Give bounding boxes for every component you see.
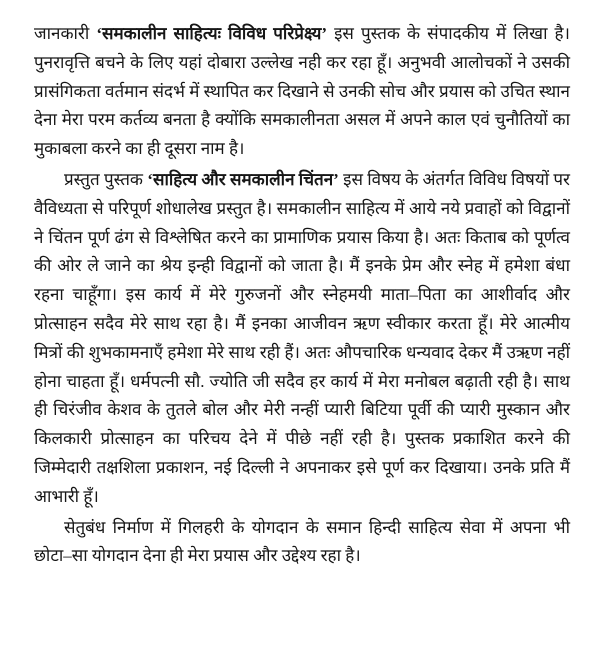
paragraph-1 [34, 20, 570, 164]
paragraph-2-text-pre: प्रस्तुत पुस्तक [64, 169, 148, 189]
book-title-1: ‘समकालीन साहित्यः विविध परिप्रेक्ष्य’ [96, 24, 328, 43]
paragraph-1-text-post: इस पुस्तक के संपादकीय में लिखा है। पुनरावृत्ति बचने के लिए यहां दोबारा उल्लेख नही कर रहा हूँ। अनुभवी आलोचकों ने उसकी प्रासंगिकता वर्तमान संदर्भ में स्थापित कर दिखाने से उनकी सोच और प्रयास को उचित स्थान देना मेरा परम कर्तव्य बनता है क्योंकि समकालीनता असल में अपने काल एवं चुनौतियों का मुकाबला करने का ही दूसरा नाम है। [34, 24, 570, 159]
paragraph-1-text-pre: जानकारी [34, 24, 97, 43]
paragraph-3-text: सेतुबंध निर्माण में गिलहरी के योगदान के समान हिन्दी साहित्य सेवा में अपना भी छोटा–सा योगदान देना ही मेरा प्रयास और उद्देश्य रहा है। [34, 517, 570, 566]
paragraph-2-text-post: इस विषय के अंतर्गत विविध विषयों पर वैविध्यता से परिपूर्ण शोधालेख प्रस्तुत है। समकालीन साहित्य में आये नये प्रवाहों को विद्वानों ने चिंतन पूर्ण ढंग से विश्लेषित करने का प्रामाणिक प्रयास किया है। अतः किताब को पूर्णत्व की ओर ले जाने का श्रेय इन्ही विद्वानों को जाता है। मैं इनके प्रेम और स्नेह में हमेशा बंधा रहना चाहूँगा। इस कार्य में मेरे गुरुजनों और स्नेहमयी माता–पिता का आशीर्वाद और प्रोत्साहन सदैव मेरे साथ रहा है। मैं इनका आजीवन ऋण स्वीकार करता हूँ। मेरे आत्मीय मित्रों की शुभकामनाएँ हमेशा मेरे साथ रही हैं। अतः औपचारिक धन्यवाद देकर मैं उऋण नहीं होना चाहता हूँ। धर्मपत्नी सौ. ज्योति जी सदैव हर कार्य में मेरा मनोबल बढ़ाती रही है। साथ ही चिरंजीव केशव के तुतले बोल और मेरी नन्हीं प्यारी बिटिया पूर्वी की प्यारी मुस्कान और किलकारी प्रोत्साहन का परिचय देने में पीछे नहीं रही है। पुस्तक प्रकाशित करने की जिम्मेदारी तक्षशिला प्रकाशन, नई दिल्ली ने अपनाकर इसे पूर्ण कर दिखाया। उनके प्रति मैं आभारी हूँ। [34, 169, 571, 506]
paragraph-2 [34, 166, 570, 512]
paragraph-3 [34, 514, 570, 572]
book-title-2: ‘साहित्य और समकालीन चिंतन’ [147, 169, 339, 189]
